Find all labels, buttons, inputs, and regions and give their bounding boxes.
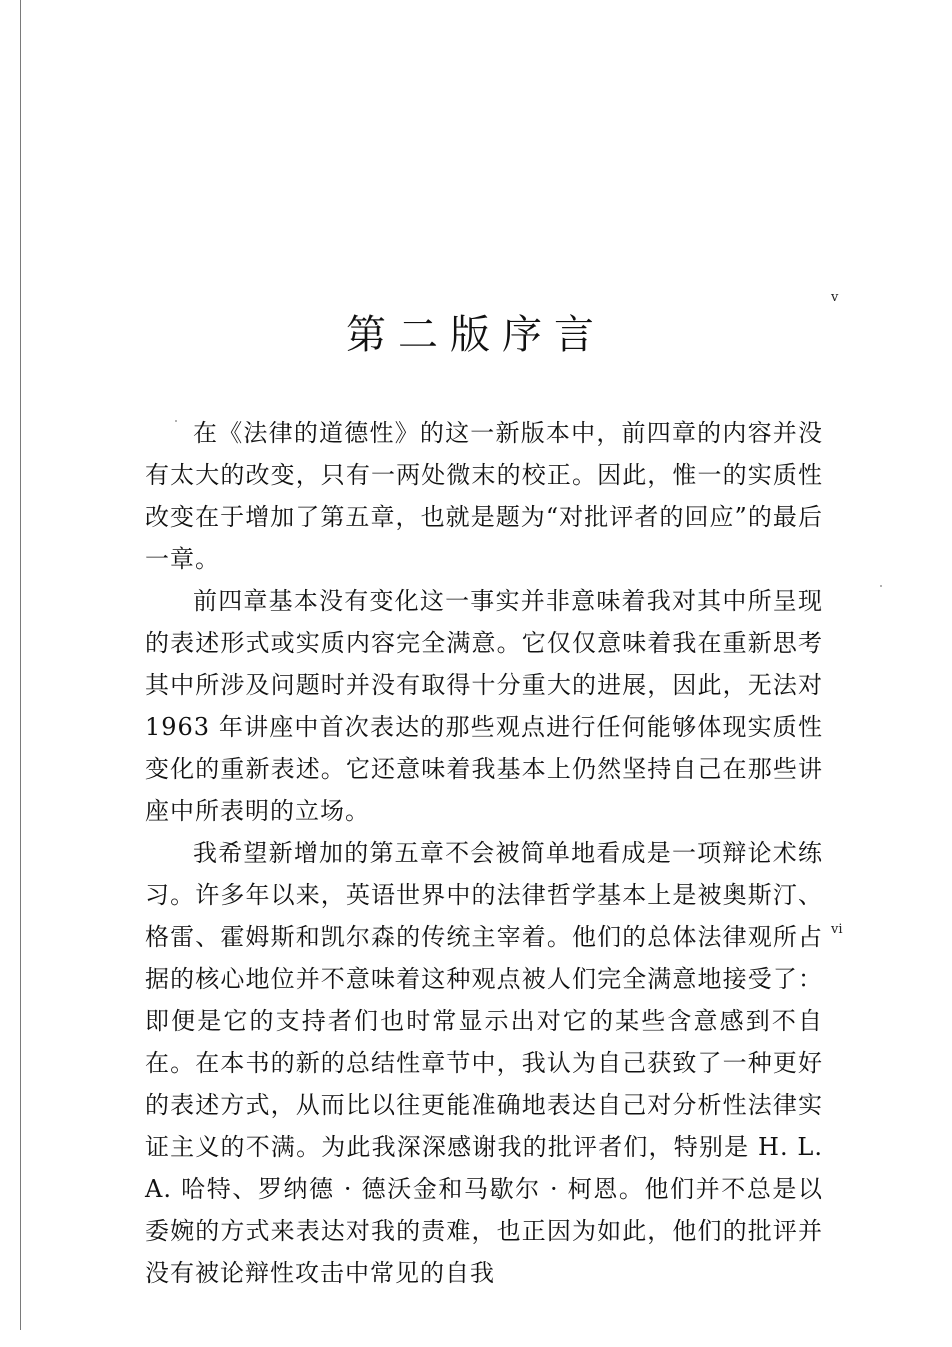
scan-speck xyxy=(175,420,177,422)
margin-page-number-v: v xyxy=(831,290,839,305)
page-title: 第二版序言 xyxy=(346,311,606,358)
page-gutter-line xyxy=(20,0,21,1330)
margin-page-number-vi: vi xyxy=(831,922,843,937)
paragraph-1: 在《法律的道德性》的这一新版本中，前四章的内容并没有太大的改变，只有一两处微末的校正。因此，惟一的实质性改变在于增加了第五章，也就是题为“对批评者的回应”的最后一章。 xyxy=(145,419,823,573)
paragraph-3: 我希望新增加的第五章不会被简单地看成是一项辩论术练习。许多年以来，英语世界中的法律哲学基本上是被奥斯汀、格雷、霍姆斯和凯尔森的传统主宰着。他们的总体法律观所占据的核心地位并不意味着这种观点被人们完全满意地接受了：即便是它的支持者们也时常显示出对它的某些含意感到不自在。在本书的新的总结性章节中，我认为自己获致了一种更好的表述方式，从而比以往更能准确地表达自己对分析性法律实证主义的不满。为此我深深感谢我的批评者们，特别是 H. L. A. 哈特、罗纳德 · 德沃金和马歇尔 · 柯恩。他们并不总是以委婉的方式来表达对我的责难，也正因为如此，他们的批评并没有被论辩性攻击中常见的自我 xyxy=(145,839,823,1287)
body-text xyxy=(145,412,823,1294)
scan-speck xyxy=(880,585,882,587)
paragraph-2: 前四章基本没有变化这一事实并非意味着我对其中所呈现的表述形式或实质内容完全满意。它仅仅意味着我在重新思考其中所涉及问题时并没有取得十分重大的进展，因此，无法对 1963 年讲座中首次表达的那些观点进行任何能够体现实质性变化的重新表述。它还意味着我基本上仍然坚持自己在那些讲座中所表明的立场。 xyxy=(145,587,823,825)
